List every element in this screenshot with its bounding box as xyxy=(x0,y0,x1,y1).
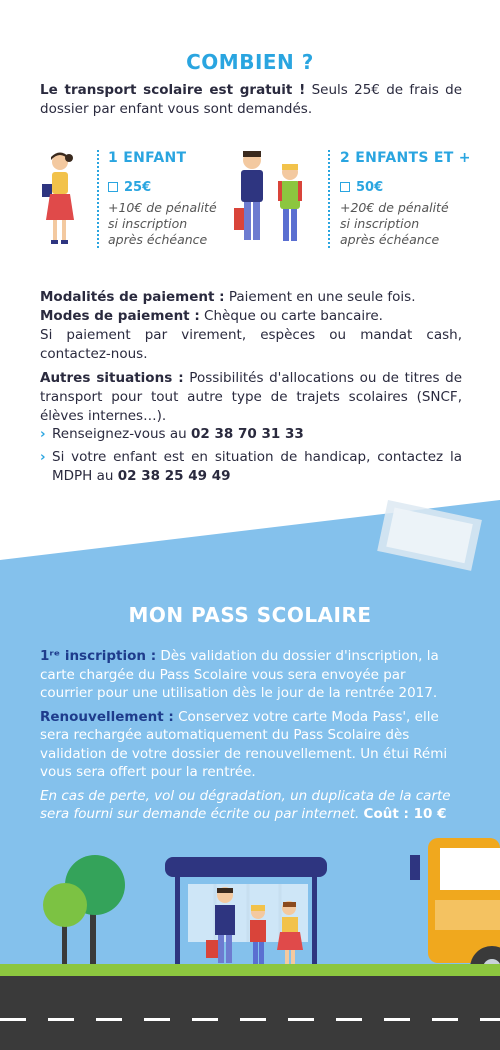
tier-note xyxy=(108,200,217,248)
contact-item xyxy=(40,448,462,486)
tier-price xyxy=(108,176,217,198)
intro-bold: Le transport scolaire est gratuit ! xyxy=(40,82,306,98)
contact-phone[interactable]: 02 38 25 49 49 xyxy=(117,468,231,484)
tier-note-line: après échéance xyxy=(108,232,208,247)
modalites-line xyxy=(40,288,462,307)
modes-line xyxy=(40,307,462,326)
children-icon xyxy=(230,148,310,250)
contact-item xyxy=(40,425,462,444)
girl-icon xyxy=(38,150,78,250)
pass-body xyxy=(40,647,462,829)
pass-title: MON PASS SCOLAIRE xyxy=(128,603,372,627)
tier-note-line: après échéance xyxy=(340,232,440,247)
tier-price-value: 25€ xyxy=(124,179,152,195)
tier-divider xyxy=(328,150,330,248)
tier-note xyxy=(340,200,471,248)
tier-note-line: si inscription xyxy=(340,216,420,231)
modalites-label: Modalités de paiement : xyxy=(40,289,225,305)
inscription-paragraph xyxy=(40,647,462,703)
road xyxy=(0,976,500,1050)
contact-text: Si votre enfant est en situation de handicap, contactez la MDPH au xyxy=(52,449,462,484)
checkbox-icon xyxy=(340,182,350,192)
contact-text: Renseignez-vous au xyxy=(52,426,192,442)
combien-title: COMBIEN ? xyxy=(186,50,314,74)
renouvellement-label: Renouvellement : xyxy=(40,708,174,725)
tier-note-line: si inscription xyxy=(108,216,188,231)
tier-note-line: +10€ de pénalité xyxy=(108,200,217,215)
checkbox-icon xyxy=(108,182,118,192)
autres-label: Autres situations : xyxy=(40,370,184,386)
tier-price-value: 50€ xyxy=(356,179,384,195)
payment-info xyxy=(40,288,462,426)
inscription-label: 1ʳᵉ inscription : xyxy=(40,648,157,664)
chevron-right-icon: › xyxy=(40,426,46,442)
tier-heading: 2 ENFANTS ET + xyxy=(340,150,471,166)
grass-strip xyxy=(0,964,500,976)
inscription-text: Dès validation du dossier d'inscription, la carte chargée du Pass Scolaire vous sera envoyée par courrier pour une utilisation dès le jour de la rentrée 2017. xyxy=(40,648,439,701)
modalites-text: Paiement en une seule fois. xyxy=(224,289,416,305)
virement-line: Si paiement par virement, espèces ou mandat cash, contactez-nous. xyxy=(40,327,462,362)
tier-price xyxy=(340,176,471,198)
tier-two-children xyxy=(340,150,471,248)
contact-phone[interactable]: 02 38 70 31 33 xyxy=(191,426,304,442)
autres-text: Possibilités d'allocations ou de titres de transport pour tout autre type de trajets scolaires (SNCF, élèves internes…). xyxy=(40,370,463,424)
perte-paragraph xyxy=(40,787,462,824)
tier-note-line: +20€ de pénalité xyxy=(340,200,449,215)
intro-text xyxy=(40,81,462,119)
renouvellement-text: Conservez votre carte Moda Pass', elle sera rechargée automatiquement du Pass Scolaire dès validation de votre dossier de renouvellement. Un étui Rémi vous sera offert pour la rentrée. xyxy=(40,708,448,780)
modes-text: Chèque ou carte bancaire. xyxy=(199,308,383,324)
tier-divider xyxy=(97,150,99,248)
tier-one-child xyxy=(108,150,217,248)
modes-label: Modes de paiement : xyxy=(40,308,200,324)
contacts-list xyxy=(40,425,462,490)
cout-value: Coût : 10 € xyxy=(363,806,447,822)
tier-heading: 1 ENFANT xyxy=(108,150,187,166)
renouvellement-paragraph xyxy=(40,708,462,782)
perte-text: En cas de perte, vol ou dégradation, un duplicata de la carte sera fourni sur demande écrite ou par internet. xyxy=(40,787,451,822)
autres-line xyxy=(40,369,462,426)
chevron-right-icon: › xyxy=(40,449,46,465)
intro-rest: Seuls 25€ de frais de dossier par enfant vous sont demandés. xyxy=(40,82,462,117)
